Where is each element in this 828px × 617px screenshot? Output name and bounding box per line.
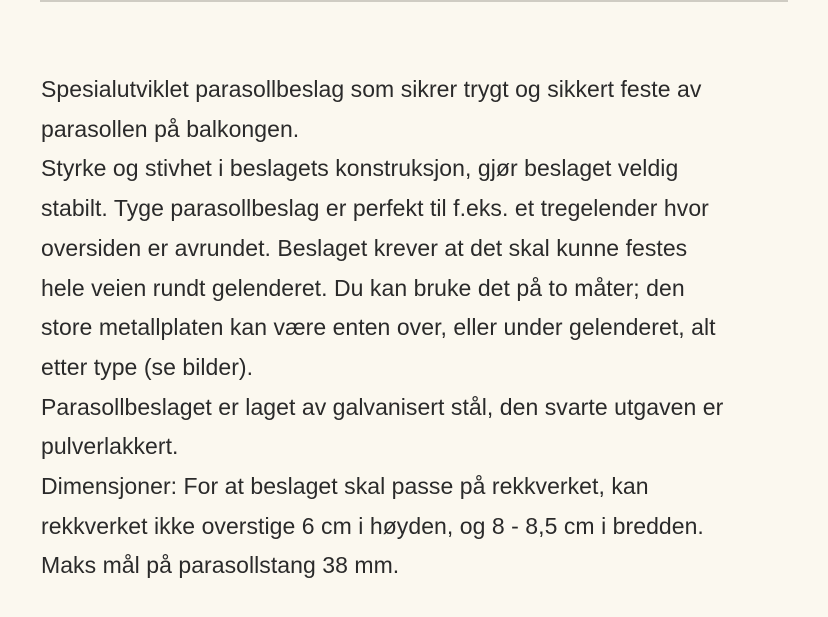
- description-line: hele veien rundt gelenderet. Du kan bruke det på to måter; den: [41, 274, 685, 301]
- product-description: [41, 70, 801, 586]
- description-line: Maks mål på parasollstang 38 mm.: [41, 552, 400, 579]
- description-line: etter type (se bilder).: [41, 353, 254, 380]
- description-line: rekkverket ikke overstige 6 cm i høyden, og 8 - 8,5 cm i bredden.: [41, 512, 704, 539]
- description-line: pulverlakkert.: [41, 433, 179, 460]
- description-line: Spesialutviklet parasollbeslag som sikrer trygt og sikkert feste av: [41, 76, 702, 102]
- description-line: Styrke og stivhet i beslagets konstruksjon, gjør beslaget veldig: [41, 155, 679, 182]
- description-line: stabilt. Tyge parasollbeslag er perfekt til f.eks. et tregelender hvor: [41, 195, 709, 222]
- description-line: oversiden er avrundet. Beslaget krever at det skal kunne festes: [41, 234, 688, 261]
- description-line: store metallplaten kan være enten over, eller under gelenderet, alt: [41, 314, 716, 341]
- description-line: Parasollbeslaget er laget av galvanisert stål, den svarte utgaven er: [41, 393, 724, 420]
- description-line: Dimensjoner: For at beslaget skal passe på rekkverket, kan: [41, 473, 649, 500]
- top-divider: [40, 0, 788, 2]
- description-line: parasollen på balkongen.: [41, 115, 300, 142]
